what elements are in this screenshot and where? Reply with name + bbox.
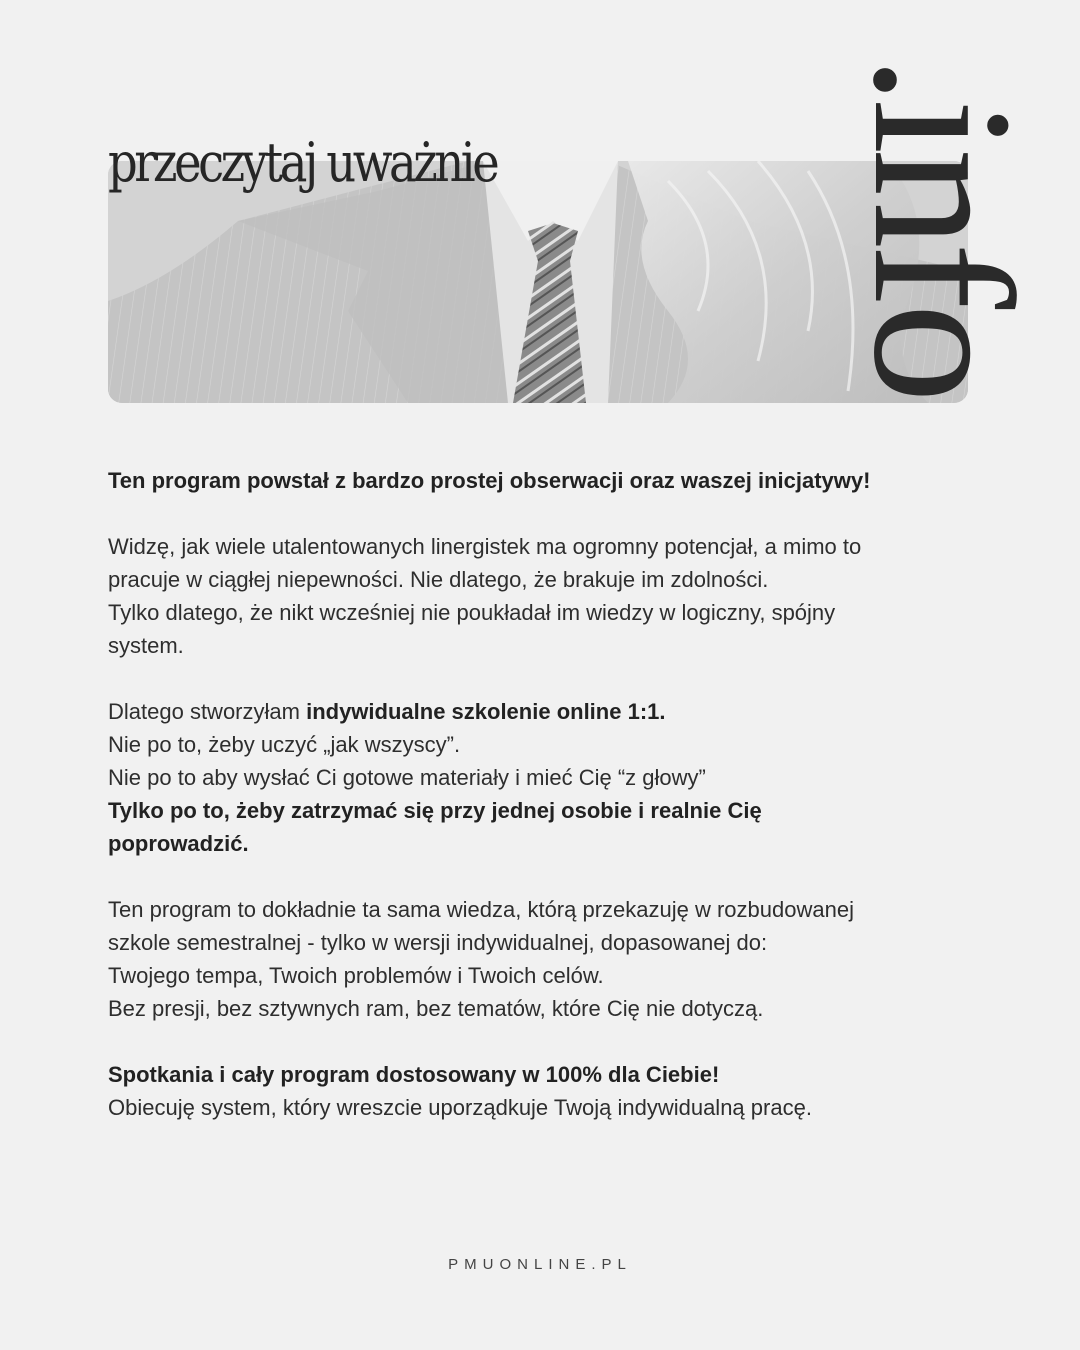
paragraph-line: Tylko dlatego, że nikt wcześniej nie poukładał im wiedzy w logiczny, spójny [108, 600, 836, 625]
paragraph-line: Bez presji, bez sztywnych ram, bez tematów, które Cię nie dotyczą. [108, 996, 764, 1021]
page-title: przeczytaj uważnie [108, 131, 497, 194]
website-link[interactable]: PMUONLINE.PL [448, 1256, 632, 1273]
intro-text: Ten program powstał z bardzo prostej obserwacji oraz waszej inicjatywy! [108, 468, 871, 493]
paragraph-line: Twojego tempa, Twoich problemów i Twoich celów. [108, 963, 604, 988]
info-vertical-label: .info [832, 54, 1053, 398]
paragraph-line: szkole semestralnej - tylko w wersji indywidualnej, dopasowanej do: [108, 930, 768, 955]
emphasis-line: Tylko po to, żeby zatrzymać się przy jednej osobie i realnie Cię [108, 798, 762, 823]
paragraph-line: Ten program to dokładnie ta sama wiedza, którą przekazuję w rozbudowanej [108, 897, 854, 922]
paragraph-line: Obiecuję system, który wreszcie uporządkuje Twoją indywidualną pracę. [108, 1095, 812, 1120]
emphasis-line: Spotkania i cały program dostosowany w 100% dla Ciebie! [108, 1062, 720, 1087]
paragraph-line: Widzę, jak wiele utalentowanych linergistek ma ogromny potencjał, a mimo to [108, 534, 862, 559]
paragraph-line: Nie po to, żeby uczyć „jak wszyscy”. [108, 732, 461, 757]
paragraph-line: Nie po to aby wysłać Ci gotowe materiały i mieć Cię “z głowy” [108, 765, 706, 790]
main-content [108, 464, 988, 1124]
paragraph-line: system. [108, 633, 184, 658]
emphasis-line: poprowadzić. [108, 831, 249, 856]
offer-line: Dlatego stworzyłam indywidualne szkolenie online 1:1. [108, 699, 666, 724]
paragraph-line: pracuje w ciągłej niepewności. Nie dlatego, że brakuje im zdolności. [108, 567, 769, 592]
